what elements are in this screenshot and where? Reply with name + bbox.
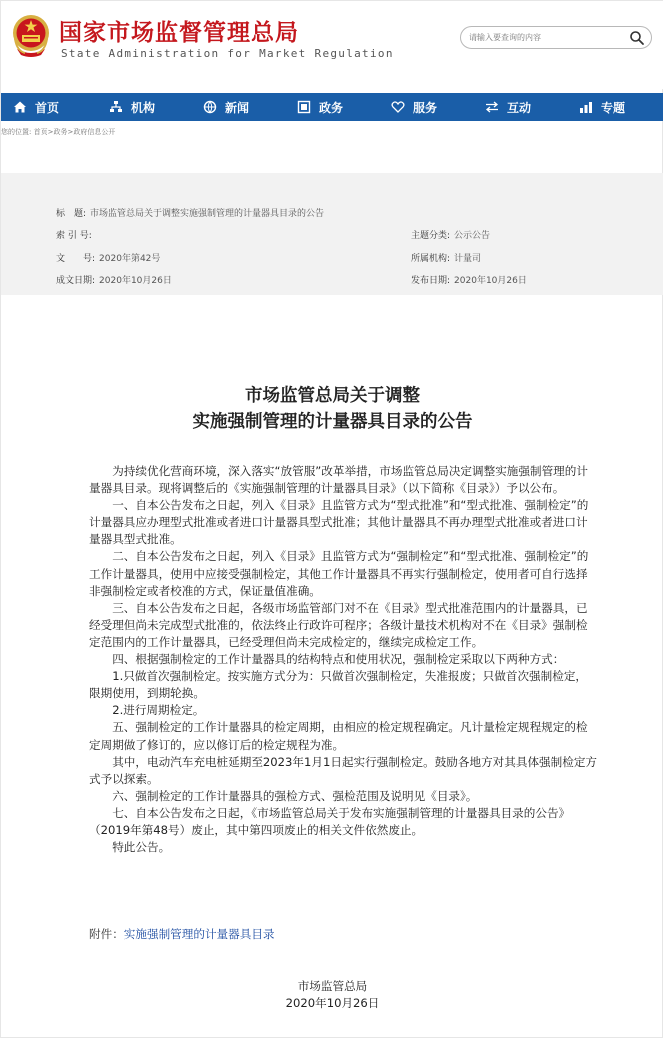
info-label: 索 引 号: (56, 231, 92, 241)
info-doc-row (56, 251, 160, 264)
arrows-icon (485, 100, 499, 114)
site-subtitle: State Administration for Market Regulation (61, 47, 394, 60)
info-value: 2020年第42号 (99, 254, 161, 264)
info-value: 市场监管总局关于调整实施强制管理的计量器具目录的公告 (90, 209, 325, 219)
article-title-line-1: 市场监管总局关于调整 (245, 386, 420, 406)
nav-item-home[interactable] (13, 93, 59, 121)
article-paragraph: 1.只做首次强制检定。按实施方式分为：只做首次强制检定，失准报废；只做首次强制检定，限期使用，到期轮换。 (89, 669, 588, 701)
topic-icon (579, 100, 593, 114)
nav-item-service[interactable] (391, 93, 437, 121)
article-paragraph: 2.进行周期检定。 (112, 703, 205, 718)
nav-item-org[interactable] (109, 93, 155, 121)
article-paragraph: 三、自本公告发布之日起，各级市场监管部门对不在《目录》型式批准范围内的计量器具，已经受理但尚未完成型式批准的，依法终止行政许可程序；各级计量技术机构对不在《目录》强制检定范围内的工作计量器具，已经受理但尚未完成检定的，继续完成检定工作。 (89, 600, 588, 649)
info-org-row (411, 251, 481, 264)
home-icon (13, 100, 27, 114)
site-title[interactable]: 国家市场监督管理总局 (59, 20, 299, 46)
national-emblem-icon[interactable] (11, 11, 51, 59)
info-value: 2020年10月26日 (99, 276, 172, 286)
search-icon[interactable] (629, 30, 645, 46)
article-paragraph: 四、根据强制检定的工作计量器具的结构特点和使用状况，强制检定采取以下两种方式： (112, 652, 565, 667)
article-body (89, 463, 597, 856)
article-paragraph: 七、自本公告发布之日起，《市场监管总局关于发布实施强制管理的计量器具目录的公告》（2019年第48号）废止，其中第四项废止的相关文件依然废止。 (89, 805, 571, 837)
breadcrumb: 您的位置: 首页>政务>政府信息公开 (1, 128, 116, 136)
info-label: 成文日期: (56, 276, 96, 286)
attachment-label: 附件： (89, 927, 124, 941)
info-value: 计量司 (454, 254, 482, 264)
info-created-row (56, 273, 172, 286)
org-icon (109, 100, 123, 114)
info-label: 发布日期: (411, 276, 451, 286)
signature-org: 市场监管总局 (297, 979, 368, 993)
nav-item-topic[interactable] (579, 93, 625, 121)
info-label: 文 号: (56, 254, 96, 264)
nav-item-interact[interactable] (485, 93, 531, 121)
gov-icon (297, 100, 311, 114)
info-label: 标 题: (56, 209, 87, 219)
nav-item-news[interactable] (203, 93, 249, 121)
nav-label: 专题 (601, 100, 626, 115)
nav-label: 新闻 (225, 100, 250, 115)
info-value: 2020年10月26日 (454, 276, 527, 286)
article-paragraph: 其中，电动汽车充电桩延期至2023年1月1日起实行强制检定。鼓励各地方对其具体强制检定方式予以探索。 (89, 754, 598, 786)
article-paragraph: 二、自本公告发布之日起，列入《目录》且监管方式为“强制检定”和“型式批准、强制检定”的工作计量器具，使用中应接受强制检定，其他工作计量器具不再实行强制检定，使用者可自行选择非强制检定或者校准的方式，保证量值准确。 (89, 549, 589, 598)
article-paragraph: 特此公告。 (112, 840, 171, 855)
info-published-row (411, 273, 527, 286)
info-label: 主题分类: (411, 231, 451, 241)
document-info-panel (1, 173, 663, 295)
news-icon (203, 100, 217, 114)
search-box (460, 26, 652, 49)
nav-label: 首页 (35, 100, 60, 115)
nav-item-gov[interactable] (297, 93, 343, 121)
nav-label: 互动 (507, 100, 532, 115)
nav-label: 机构 (131, 100, 156, 115)
article-paragraph: 为持续优化营商环境，深入落实“放管服”改革举措，市场监管总局决定调整实施强制管理的计量器具目录。现将调整后的《实施强制管理的计量器具目录》（以下简称《目录》）予以公布。 (89, 464, 588, 496)
nav-label: 政务 (319, 100, 344, 115)
nav-label: 服务 (413, 100, 438, 115)
info-topic-row (411, 228, 490, 241)
heart-icon (391, 100, 405, 114)
info-title-row (56, 206, 324, 219)
attachment-link[interactable]: 实施强制管理的计量器具目录 (123, 927, 275, 941)
signature-date: 2020年10月26日 (285, 996, 380, 1010)
site-header (1, 1, 663, 89)
info-label: 所属机构: (411, 254, 451, 264)
info-index-row (56, 228, 96, 241)
info-value: 公示公告 (454, 231, 491, 241)
article-paragraph: 五、强制检定的工作计量器具的检定周期，由相应的检定规程确定。凡计量检定规程规定的检定周期做了修订的，应以修订后的检定规程为准。 (89, 720, 588, 752)
main-nav (1, 93, 663, 121)
article-paragraph: 一、自本公告发布之日起，列入《目录》且监管方式为“型式批准”和“型式批准、强制检定”的计量器具应办理型式批准或者进口计量器具型式批准；其他计量器具不再办理型式批准或者进口计量器具型式批准。 (89, 498, 589, 547)
article-paragraph: 六、强制检定的工作计量器具的强检方式、强检范围及说明见《目录》。 (112, 788, 478, 803)
attachment (89, 926, 275, 942)
search-input[interactable] (469, 29, 619, 46)
article-title-line-2: 实施强制管理的计量器具目录的公告 (192, 412, 473, 432)
